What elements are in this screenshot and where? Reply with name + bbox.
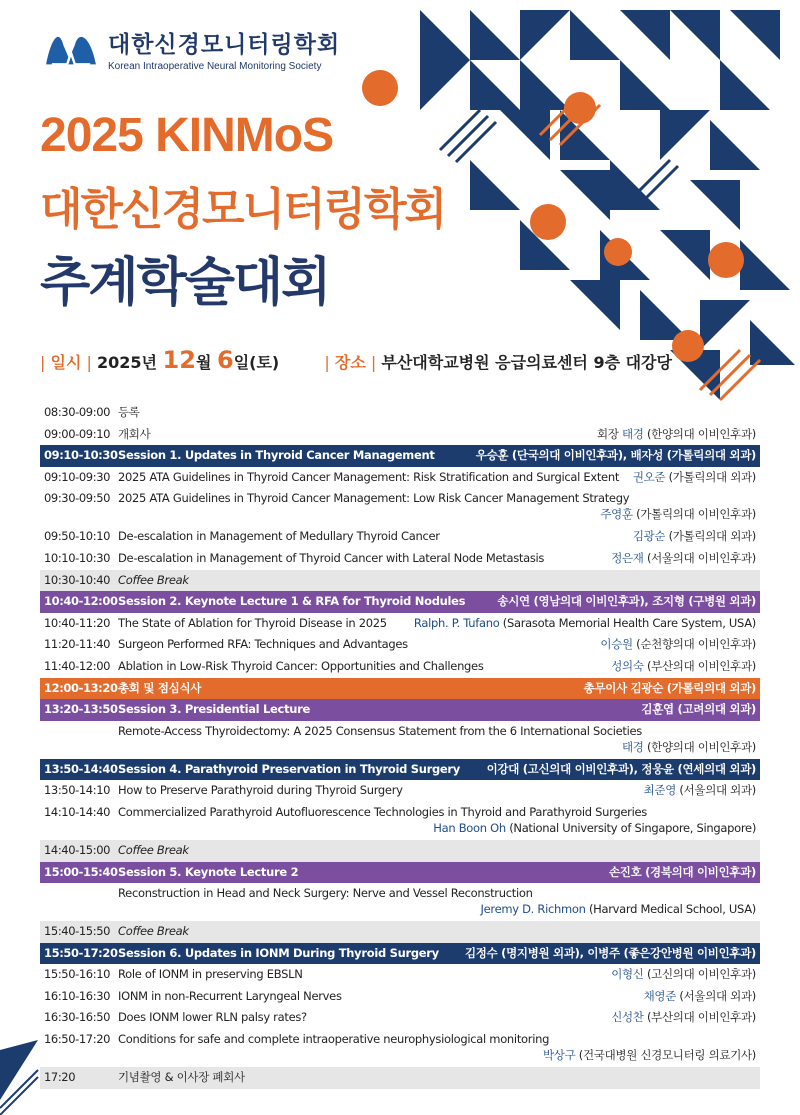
speaker-affiliation: (National University of Singapore, Singapore) — [505, 820, 756, 835]
schedule-speaker — [476, 445, 756, 467]
schedule-time: 17:20 — [44, 1070, 76, 1085]
venue: 부산대학교병원 응급의료센터 9층 대강당 — [381, 353, 672, 372]
speaker-affiliation: (Harvard Medical School, USA) — [585, 902, 756, 917]
schedule-speaker — [497, 591, 756, 613]
schedule-row — [40, 964, 760, 986]
speaker-name: 이형신 — [611, 967, 644, 982]
speaker-name: 최준영 — [643, 783, 677, 798]
date-month: 12 — [162, 346, 196, 374]
schedule-speaker — [597, 424, 756, 446]
schedule-row — [40, 1029, 760, 1067]
speaker-affiliation: (한양의대 이비인후과) — [643, 426, 756, 441]
schedule-time: 10:30-10:40 — [44, 572, 111, 587]
schedule-time: 09:10-10:30 — [44, 448, 118, 463]
speaker-affiliation: (부산의대 이비인후과) — [643, 658, 756, 673]
schedule-time: 10:40-12:00 — [44, 594, 118, 609]
speaker-affiliation: (부산의대 이비인후과) — [643, 1010, 756, 1025]
chair-names: 총무이사 김광순 (가톨릭의대 외과) — [583, 680, 756, 695]
schedule-topic: Coffee Break — [118, 924, 189, 939]
event-info: | 일시 | 2025년 12월 6일(토) | 장소 | 부산대학교병원 응급의료센터 9층 대강당 — [40, 346, 672, 374]
schedule-row — [40, 759, 760, 781]
schedule-topic: Session 5. Keynote Lecture 2 — [118, 864, 299, 879]
schedule-topic: Commercialized Parathyroid Autofluorescence Technologies in Thyroid and Parathyroid Surgeries — [118, 804, 647, 819]
schedule-topic: Session 4. Parathyroid Preservation in Thyroid Surgery — [118, 761, 460, 776]
schedule-speaker — [584, 678, 756, 700]
schedule-speaker — [622, 737, 756, 759]
event-title-line2: 대한신경모니터링학회 — [40, 184, 446, 235]
speaker-affiliation: (건국대병원 신경모니터링 의료기사) — [575, 1048, 756, 1063]
schedule-time: 15:50-17:20 — [44, 945, 118, 960]
schedule-time: 14:40-15:00 — [44, 842, 111, 857]
speaker-name: 채영준 — [643, 988, 677, 1003]
logo-name-ko: 대한신경모니터링학회 — [108, 32, 341, 58]
schedule-topic: Does IONM lower RLN palsy rates? — [118, 1010, 307, 1025]
schedule-time: 13:50-14:40 — [44, 761, 118, 776]
schedule-speaker — [644, 780, 756, 802]
schedule-topic: IONM in non-Recurrent Laryngeal Nerves — [118, 988, 342, 1003]
speaker-affiliation: (서울의대 외과) — [676, 783, 756, 798]
date-month-unit: 월 — [195, 353, 212, 372]
schedule-topic: Coffee Break — [118, 842, 189, 857]
schedule-row — [40, 699, 760, 721]
speaker-name: 이승원 — [600, 637, 633, 652]
schedule-time: 13:50-14:10 — [44, 783, 111, 798]
speaker-name: 주영훈 — [600, 507, 633, 522]
schedule-speaker — [641, 699, 756, 721]
schedule-row — [40, 883, 760, 921]
chair-names: 손진호 (경북의대 이비인후과) — [608, 864, 756, 879]
speaker-name: 정은재 — [611, 550, 644, 565]
schedule-row — [40, 862, 760, 884]
schedule-row — [40, 402, 760, 424]
schedule-row — [40, 570, 760, 592]
schedule-row — [40, 656, 760, 678]
schedule-row — [40, 921, 760, 943]
speaker-affiliation: (서울의대 이비인후과) — [643, 550, 756, 565]
schedule-topic: Session 3. Presidential Lecture — [118, 702, 311, 717]
date-day-unit: 일(토) — [233, 353, 280, 372]
speaker-affiliation: (가톨릭의대 이비인후과) — [632, 507, 756, 522]
date-day: 6 — [217, 346, 234, 374]
schedule-row — [40, 548, 760, 570]
schedule-row — [40, 840, 760, 862]
schedule-time: 14:10-14:40 — [44, 804, 111, 819]
schedule-row — [40, 986, 760, 1008]
schedule-speaker — [633, 526, 756, 548]
speaker-name: 태경 — [622, 426, 644, 441]
schedule-row — [40, 1007, 760, 1029]
schedule-topic: Session 2. Keynote Lecture 1 & RFA for Thyroid Nodules — [118, 594, 466, 609]
schedule-speaker — [633, 467, 756, 489]
schedule-topic: Session 1. Updates in Thyroid Cancer Management — [118, 448, 435, 463]
society-emblem-icon — [42, 26, 100, 72]
schedule-topic: Role of IONM in preserving EBSLN — [118, 967, 303, 982]
schedule-row — [40, 467, 760, 489]
schedule-row — [40, 721, 760, 759]
speaker-name: Han Boon Oh — [433, 820, 506, 835]
speaker-role: 회장 — [597, 426, 622, 441]
schedule-speaker — [543, 1045, 756, 1067]
speaker-affiliation: (Sarasota Memorial Health Care System, USA) — [499, 615, 756, 630]
speaker-name: 성의숙 — [611, 658, 644, 673]
schedule-speaker — [611, 656, 756, 678]
schedule-time: 09:50-10:10 — [44, 529, 111, 544]
schedule-topic: 총회 및 점심식사 — [118, 680, 202, 695]
schedule-time: 15:40-15:50 — [44, 924, 111, 939]
schedule-topic: De-escalation in Management of Medullary Thyroid Cancer — [118, 529, 440, 544]
schedule-row — [40, 780, 760, 802]
schedule-speaker — [611, 964, 756, 986]
schedule-time: 09:00-09:10 — [44, 426, 111, 441]
schedule-speaker — [414, 613, 756, 635]
schedule-time: 15:00-15:40 — [44, 864, 118, 879]
schedule-speaker — [487, 759, 756, 781]
schedule-row — [40, 802, 760, 840]
schedule-topic: Reconstruction in Head and Neck Surgery: Nerve and Vessel Reconstruction — [118, 886, 533, 901]
schedule-speaker — [481, 899, 756, 921]
schedule-topic: De-escalation in Management of Thyroid Cancer with Lateral Node Metastasis — [118, 550, 545, 565]
schedule-time: 11:40-12:00 — [44, 658, 111, 673]
schedule-time: 12:00-13:20 — [44, 680, 118, 695]
speaker-affiliation: (서울의대 외과) — [676, 988, 756, 1003]
schedule-speaker — [465, 943, 756, 965]
schedule-row — [40, 678, 760, 700]
schedule-topic: How to Preserve Parathyroid during Thyroid Surgery — [118, 783, 403, 798]
speaker-affiliation: (가톨릭의대 외과) — [665, 529, 756, 544]
schedule-time: 16:10-16:30 — [44, 988, 111, 1003]
schedule-time: 16:30-16:50 — [44, 1010, 111, 1025]
schedule-speaker — [609, 862, 756, 884]
chair-names: 김정수 (명지병원 외과), 이병주 (좋은강안병원 이비인후과) — [464, 945, 756, 960]
schedule-time: 10:10-10:30 — [44, 550, 111, 565]
schedule-topic: Conditions for safe and complete intraoperative neurophysiological monitoring — [118, 1032, 550, 1047]
schedule-time: 09:10-09:30 — [44, 469, 111, 484]
schedule-speaker — [600, 634, 756, 656]
schedule-time: 08:30-09:00 — [44, 405, 111, 419]
schedule-topic: Ablation in Low-Risk Thyroid Cancer: Opportunities and Challenges — [118, 658, 484, 673]
date-label: 일시 — [50, 353, 82, 372]
speaker-name: 태경 — [622, 739, 644, 754]
schedule-row — [40, 943, 760, 965]
schedule-topic: Session 6. Updates in IONM During Thyroid Surgery — [118, 945, 439, 960]
speaker-affiliation: (고신의대 이비인후과) — [643, 967, 756, 982]
schedule-speaker — [644, 986, 756, 1008]
event-title-line3: 추계학술대회 — [40, 253, 330, 313]
schedule-topic: Surgeon Performed RFA: Techniques and Advantages — [118, 637, 408, 652]
schedule-row — [40, 526, 760, 548]
schedule-time: 09:30-09:50 — [44, 491, 111, 506]
chair-names: 우승훈 (단국의대 이비인후과), 배자성 (가톨릭의대 외과) — [475, 448, 756, 463]
schedule-topic: 2025 ATA Guidelines in Thyroid Cancer Management: Risk Stratification and Surgical Extent — [118, 469, 620, 484]
schedule-topic: Coffee Break — [118, 572, 189, 587]
schedule-time: 11:20-11:40 — [44, 637, 111, 652]
program-schedule — [40, 402, 760, 1089]
speaker-name: Ralph. P. Tufano — [413, 615, 500, 630]
schedule-topic: 개회사 — [118, 426, 151, 441]
speaker-affiliation: (가톨릭의대 외과) — [665, 469, 756, 484]
schedule-speaker — [611, 1007, 756, 1029]
speaker-affiliation: (한양의대 이비인후과) — [643, 739, 756, 754]
speaker-name: 박상구 — [542, 1048, 576, 1063]
speaker-name: 신성찬 — [611, 1010, 644, 1025]
schedule-time: 10:40-11:20 — [44, 615, 111, 630]
speaker-affiliation: (순천향의대 이비인후과) — [632, 637, 756, 652]
society-logo — [42, 26, 340, 72]
schedule-row — [40, 1067, 760, 1089]
chair-names: 김훈엽 (고려의대 외과) — [641, 702, 756, 717]
event-title-line1: 2025 KINMoS — [40, 109, 334, 162]
chair-names: 송시연 (영남의대 이비인후과), 조지형 (구병원 외과) — [497, 594, 756, 609]
schedule-speaker — [433, 818, 756, 840]
schedule-topic: Remote-Access Thyroidectomy: A 2025 Consensus Statement from the 6 International Societies — [118, 723, 642, 738]
schedule-time: 16:50-17:20 — [44, 1032, 111, 1047]
date-year: 2025년 — [96, 353, 157, 372]
schedule-topic: 등록 — [118, 405, 140, 419]
venue-label: 장소 — [334, 353, 366, 372]
schedule-time: 15:50-16:10 — [44, 967, 111, 982]
speaker-name: Jeremy D. Richmon — [480, 902, 586, 917]
schedule-topic: The State of Ablation for Thyroid Disease in 2025 — [118, 615, 387, 630]
schedule-time: 13:20-13:50 — [44, 702, 118, 717]
schedule-row — [40, 613, 760, 635]
chair-names: 이강대 (고신의대 이비인후과), 정웅윤 (연세의대 외과) — [486, 761, 756, 776]
schedule-topic: 기념촬영 & 이사장 폐회사 — [118, 1070, 245, 1085]
logo-name-en: Korean Intraoperative Neural Monitoring Society — [108, 61, 322, 72]
schedule-speaker — [611, 548, 756, 570]
schedule-topic: 2025 ATA Guidelines in Thyroid Cancer Management: Low Risk Cancer Management Strategy — [118, 491, 630, 506]
schedule-row — [40, 445, 760, 467]
schedule-speaker — [600, 504, 756, 526]
schedule-row — [40, 424, 760, 446]
decorative-corner — [0, 1040, 40, 1115]
schedule-row — [40, 634, 760, 656]
schedule-row — [40, 591, 760, 613]
speaker-name: 권오준 — [632, 469, 666, 484]
schedule-row — [40, 488, 760, 526]
speaker-name: 김광순 — [632, 529, 666, 544]
